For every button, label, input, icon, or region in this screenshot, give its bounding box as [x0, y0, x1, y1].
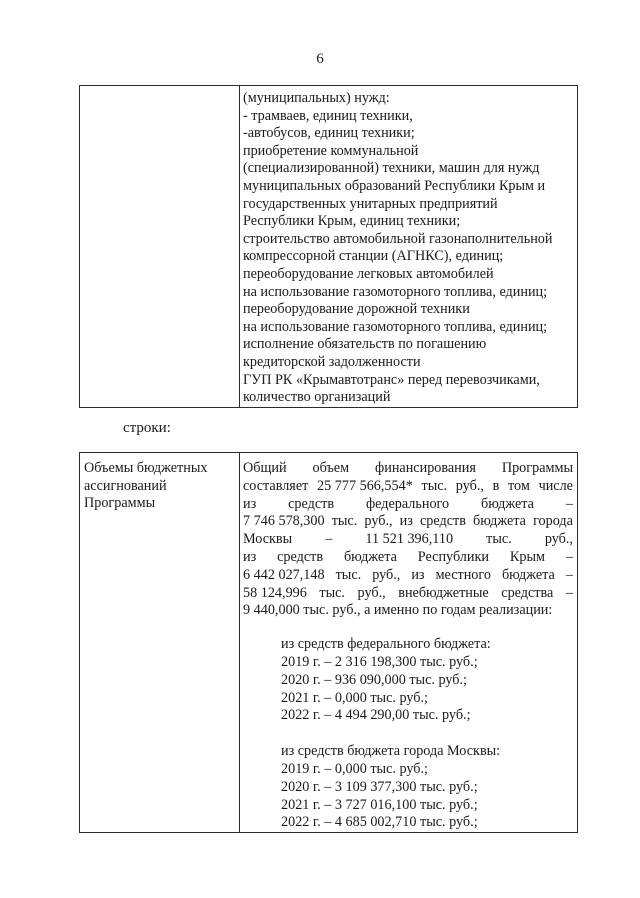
- word: в: [492, 477, 500, 494]
- word: –: [565, 495, 573, 512]
- word: 58 124,996: [243, 584, 307, 601]
- word: тыс.: [486, 531, 512, 548]
- word: внебюджетные: [398, 584, 489, 601]
- word: тыс.: [319, 584, 345, 601]
- justified-line: [243, 585, 573, 603]
- table1-right-cell: [240, 86, 578, 408]
- text-line: переоборудование легковых автомобилей: [243, 265, 494, 282]
- text-line: государственных унитарных предприятий: [243, 195, 498, 212]
- word: местного: [435, 566, 491, 583]
- word: руб.,: [357, 584, 386, 601]
- strings-label: строки:: [123, 420, 171, 436]
- federal-heading: из средств федерального бюджета:: [281, 636, 491, 653]
- text-line: муниципальных образований Республики Крым и: [243, 177, 546, 194]
- text-line: - трамваев, единиц техники,: [243, 107, 413, 124]
- word: Москвы: [243, 531, 293, 548]
- text-line: ГУП РК «Крымавтотранс» перед перевозчиками,: [243, 371, 540, 388]
- word: бюджета: [501, 566, 555, 583]
- word: из: [243, 548, 257, 565]
- justified-line: [243, 496, 573, 514]
- year-line: 2021 г. – 3 727 016,100 тыс. руб.;: [281, 796, 478, 813]
- financing-paragraph: [243, 460, 573, 602]
- word: руб.,: [455, 477, 484, 494]
- word: руб.,: [372, 566, 401, 583]
- word: Республики: [417, 548, 489, 565]
- years-breakdown: [243, 636, 573, 832]
- word: из: [399, 513, 413, 530]
- table2-row-heading: [80, 453, 239, 513]
- text-line: исполнение обязательств по погашению: [243, 336, 487, 353]
- word: финансирования: [375, 460, 476, 476]
- text-line: на использование газомоторного топлива, единиц;: [243, 318, 548, 335]
- table2-right-cell: [240, 453, 578, 833]
- justified-line: [243, 567, 573, 585]
- moscow-group: [281, 743, 573, 832]
- federal-group: [281, 636, 573, 725]
- year-line: 2019 г. – 0,000 тыс. руб.;: [281, 760, 428, 777]
- word: из: [243, 495, 257, 512]
- text-line: строительство автомобильной газонаполнительной: [243, 230, 553, 247]
- text-line: -автобусов, единиц техники;: [243, 125, 415, 142]
- year-line: 2020 г. – 3 109 377,300 тыс. руб.;: [281, 778, 478, 795]
- word: Программы: [501, 460, 573, 476]
- word: Крым: [509, 548, 545, 565]
- word: средства: [501, 584, 554, 601]
- heading-line: ассигнований: [84, 477, 167, 494]
- word: средств: [277, 548, 324, 565]
- word: средств: [288, 495, 335, 512]
- year-line: 2022 г. – 4 494 290,00 тыс. руб.;: [281, 707, 471, 724]
- financing-paragraph-last-line: 9 440,000 тыс. руб., а именно по годам реализации:: [243, 602, 553, 619]
- justified-line: [243, 460, 573, 478]
- word: руб.,: [544, 531, 573, 548]
- word: том: [508, 477, 530, 494]
- word: Общий: [243, 460, 287, 476]
- word: –: [565, 548, 573, 565]
- word: города: [533, 513, 573, 530]
- word: бюджета: [481, 495, 534, 512]
- text-line: на использование газомоторного топлива, единиц;: [243, 283, 548, 300]
- text-line: переоборудование дорожной техники: [243, 301, 470, 318]
- text-line: количество организаций: [243, 389, 391, 406]
- justified-line: [243, 513, 573, 531]
- page-number: 6: [316, 51, 324, 67]
- text-line: Республики Крым, единиц техники;: [243, 213, 461, 230]
- word: бюджета: [343, 548, 397, 565]
- year-line: 2022 г. – 4 685 002,710 тыс. руб.;: [281, 814, 478, 831]
- word: –: [565, 584, 573, 601]
- word: 25 777 566,554*: [317, 477, 413, 494]
- word: –: [325, 531, 333, 548]
- heading-line: Объемы бюджетных: [84, 460, 208, 476]
- word: составляет: [243, 477, 309, 494]
- text-line: (муниципальных) нужд:: [243, 90, 390, 106]
- text-line: кредиторской задолженности: [243, 353, 421, 370]
- word: руб.,: [364, 513, 393, 530]
- word: тыс.: [421, 477, 448, 494]
- moscow-heading: из средств бюджета города Москвы:: [281, 743, 501, 760]
- table-continuation: [79, 85, 578, 408]
- table1-left-cell: [80, 86, 240, 408]
- year-line: 2020 г. – 936 090,000 тыс. руб.;: [281, 671, 468, 688]
- word: из: [411, 566, 425, 583]
- year-line: 2021 г. – 0,000 тыс. руб.;: [281, 689, 428, 706]
- heading-line: Программы: [84, 495, 156, 512]
- word: федерального: [365, 495, 450, 512]
- word: 11 521 396,110: [365, 531, 454, 548]
- word: 7 746 578,300: [243, 513, 325, 530]
- word: тыс.: [335, 566, 362, 583]
- word: объем: [312, 460, 350, 476]
- justified-line: [243, 478, 573, 496]
- word: бюджета: [473, 513, 526, 530]
- justified-line: [243, 549, 573, 567]
- justified-line: [243, 531, 573, 549]
- table2-left-cell: [80, 453, 240, 833]
- word: –: [565, 566, 573, 583]
- text-line: приобретение коммунальной: [243, 142, 419, 159]
- year-line: 2019 г. – 2 316 198,300 тыс. руб.;: [281, 653, 478, 670]
- word: числе: [538, 477, 573, 494]
- table1-text: [240, 86, 577, 407]
- budget-table: [79, 452, 578, 833]
- word: средств: [420, 513, 466, 530]
- word: тыс.: [331, 513, 358, 530]
- text-line: компрессорной станции (АГНКС), единиц;: [243, 248, 504, 265]
- text-line: (специализированной) техники, машин для нужд: [243, 160, 540, 177]
- word: 6 442 027,148: [243, 566, 325, 583]
